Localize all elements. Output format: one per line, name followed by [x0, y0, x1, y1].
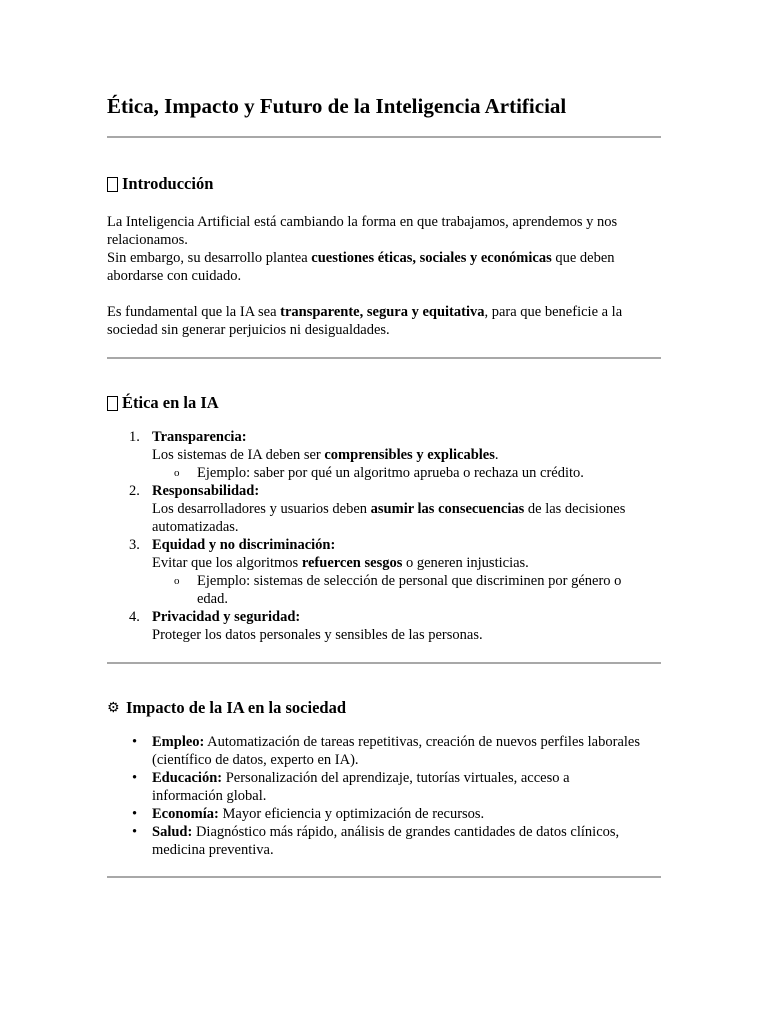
- list-number: 3.: [129, 537, 140, 553]
- text-line: que deben: [551, 250, 615, 266]
- missing-glyph-icon: [107, 396, 118, 411]
- list-item: [107, 733, 661, 769]
- item-label: Empleo:: [152, 734, 205, 750]
- item-text: información global.: [152, 788, 267, 804]
- intro-paragraph-1: [107, 213, 661, 285]
- text-line: Sin embargo, su desarrollo plantea: [107, 250, 312, 266]
- text-line: relacionamos.: [107, 232, 188, 248]
- ethics-list: [107, 428, 661, 644]
- text-line: Es fundamental que la IA sea: [107, 304, 281, 320]
- item-text: o generen injusticias.: [402, 555, 529, 571]
- example-text: Ejemplo: saber por qué un algoritmo aprueba o rechaza un crédito.: [197, 465, 584, 481]
- item-text: Personalización del aprendizaje, tutorías virtuales, acceso a: [222, 770, 570, 786]
- item-text: .: [494, 447, 499, 463]
- list-item: [107, 482, 661, 536]
- item-text: medicina preventiva.: [152, 842, 274, 858]
- text-line: , para que beneficie a la: [484, 304, 623, 320]
- bullet-icon: •: [132, 734, 138, 750]
- item-label: Educación:: [152, 770, 223, 786]
- bullet-icon: •: [132, 806, 138, 822]
- item-text: automatizadas.: [152, 519, 239, 535]
- section-heading-intro: [107, 173, 661, 195]
- item-title: Equidad y no discriminación:: [152, 537, 336, 553]
- list-number: 2.: [129, 483, 140, 499]
- example-text: edad.: [197, 591, 228, 607]
- document-page: [107, 90, 661, 878]
- item-text: Evitar que los algoritmos: [152, 555, 302, 571]
- bold-text: comprensibles y explicables: [324, 447, 495, 463]
- item-text: Los desarrolladores y usuarios deben: [152, 501, 371, 517]
- list-number: 1.: [129, 429, 140, 445]
- bold-text: refuercen sesgos: [301, 555, 403, 571]
- item-text: Proteger los datos personales y sensibles de las personas.: [152, 627, 483, 643]
- text-line: sociedad sin generar perjuicios ni desigualdades.: [107, 322, 390, 338]
- item-text: Automatización de tareas repetitivas, creación de nuevos perfiles laborales: [204, 734, 640, 750]
- section-heading-ethics: [107, 392, 661, 414]
- section-title: Impacto de la IA en la sociedad: [126, 698, 347, 717]
- bold-text: asumir las consecuencias: [370, 501, 525, 517]
- list-item: [107, 536, 661, 608]
- sub-list-item: [152, 464, 661, 482]
- item-title: Responsabilidad:: [152, 483, 260, 499]
- list-item: [107, 823, 661, 859]
- section-heading-impact: [107, 697, 661, 719]
- example-text: Ejemplo: sistemas de selección de personal que discriminen por género o: [197, 573, 622, 589]
- text-line: abordarse con cuidado.: [107, 268, 242, 284]
- bold-text: transparente, segura y equitativa: [280, 304, 485, 320]
- bullet-icon: •: [132, 824, 138, 840]
- bold-text: cuestiones éticas, sociales y económicas: [311, 250, 552, 266]
- list-item: [107, 608, 661, 644]
- list-item: [107, 769, 661, 805]
- list-number: 4.: [129, 609, 140, 625]
- section-title: Ética en la IA: [122, 393, 219, 412]
- item-label: Salud:: [152, 824, 193, 840]
- circle-bullet-icon: o: [174, 575, 180, 587]
- missing-glyph-icon: [107, 177, 118, 192]
- item-text: Los sistemas de IA deben ser: [152, 447, 325, 463]
- text-line: La Inteligencia Artificial está cambiando la forma en que trabajamos, aprendemos y nos: [107, 214, 618, 230]
- item-title: Transparencia:: [152, 429, 247, 445]
- item-text: de las decisiones: [524, 501, 626, 517]
- impact-list: [107, 733, 661, 859]
- item-title: Privacidad y seguridad:: [152, 609, 301, 625]
- list-item: [107, 428, 661, 482]
- item-text: Mayor eficiencia y optimización de recursos.: [218, 806, 485, 822]
- page-title: Ética, Impacto y Futuro de la Inteligencia Artificial: [107, 94, 567, 118]
- item-text: (científico de datos, experto en IA).: [152, 752, 359, 768]
- section-title: Introducción: [122, 174, 214, 193]
- sub-list-item: [152, 572, 661, 608]
- list-item: [107, 805, 661, 823]
- divider: [107, 876, 661, 878]
- intro-paragraph-2: [107, 303, 661, 339]
- circle-bullet-icon: o: [174, 467, 180, 479]
- item-label: Economía:: [152, 806, 219, 822]
- bullet-icon: •: [132, 770, 138, 786]
- gear-icon: ⚙: [107, 700, 120, 716]
- item-text: Diagnóstico más rápido, análisis de grandes cantidades de datos clínicos,: [192, 824, 620, 840]
